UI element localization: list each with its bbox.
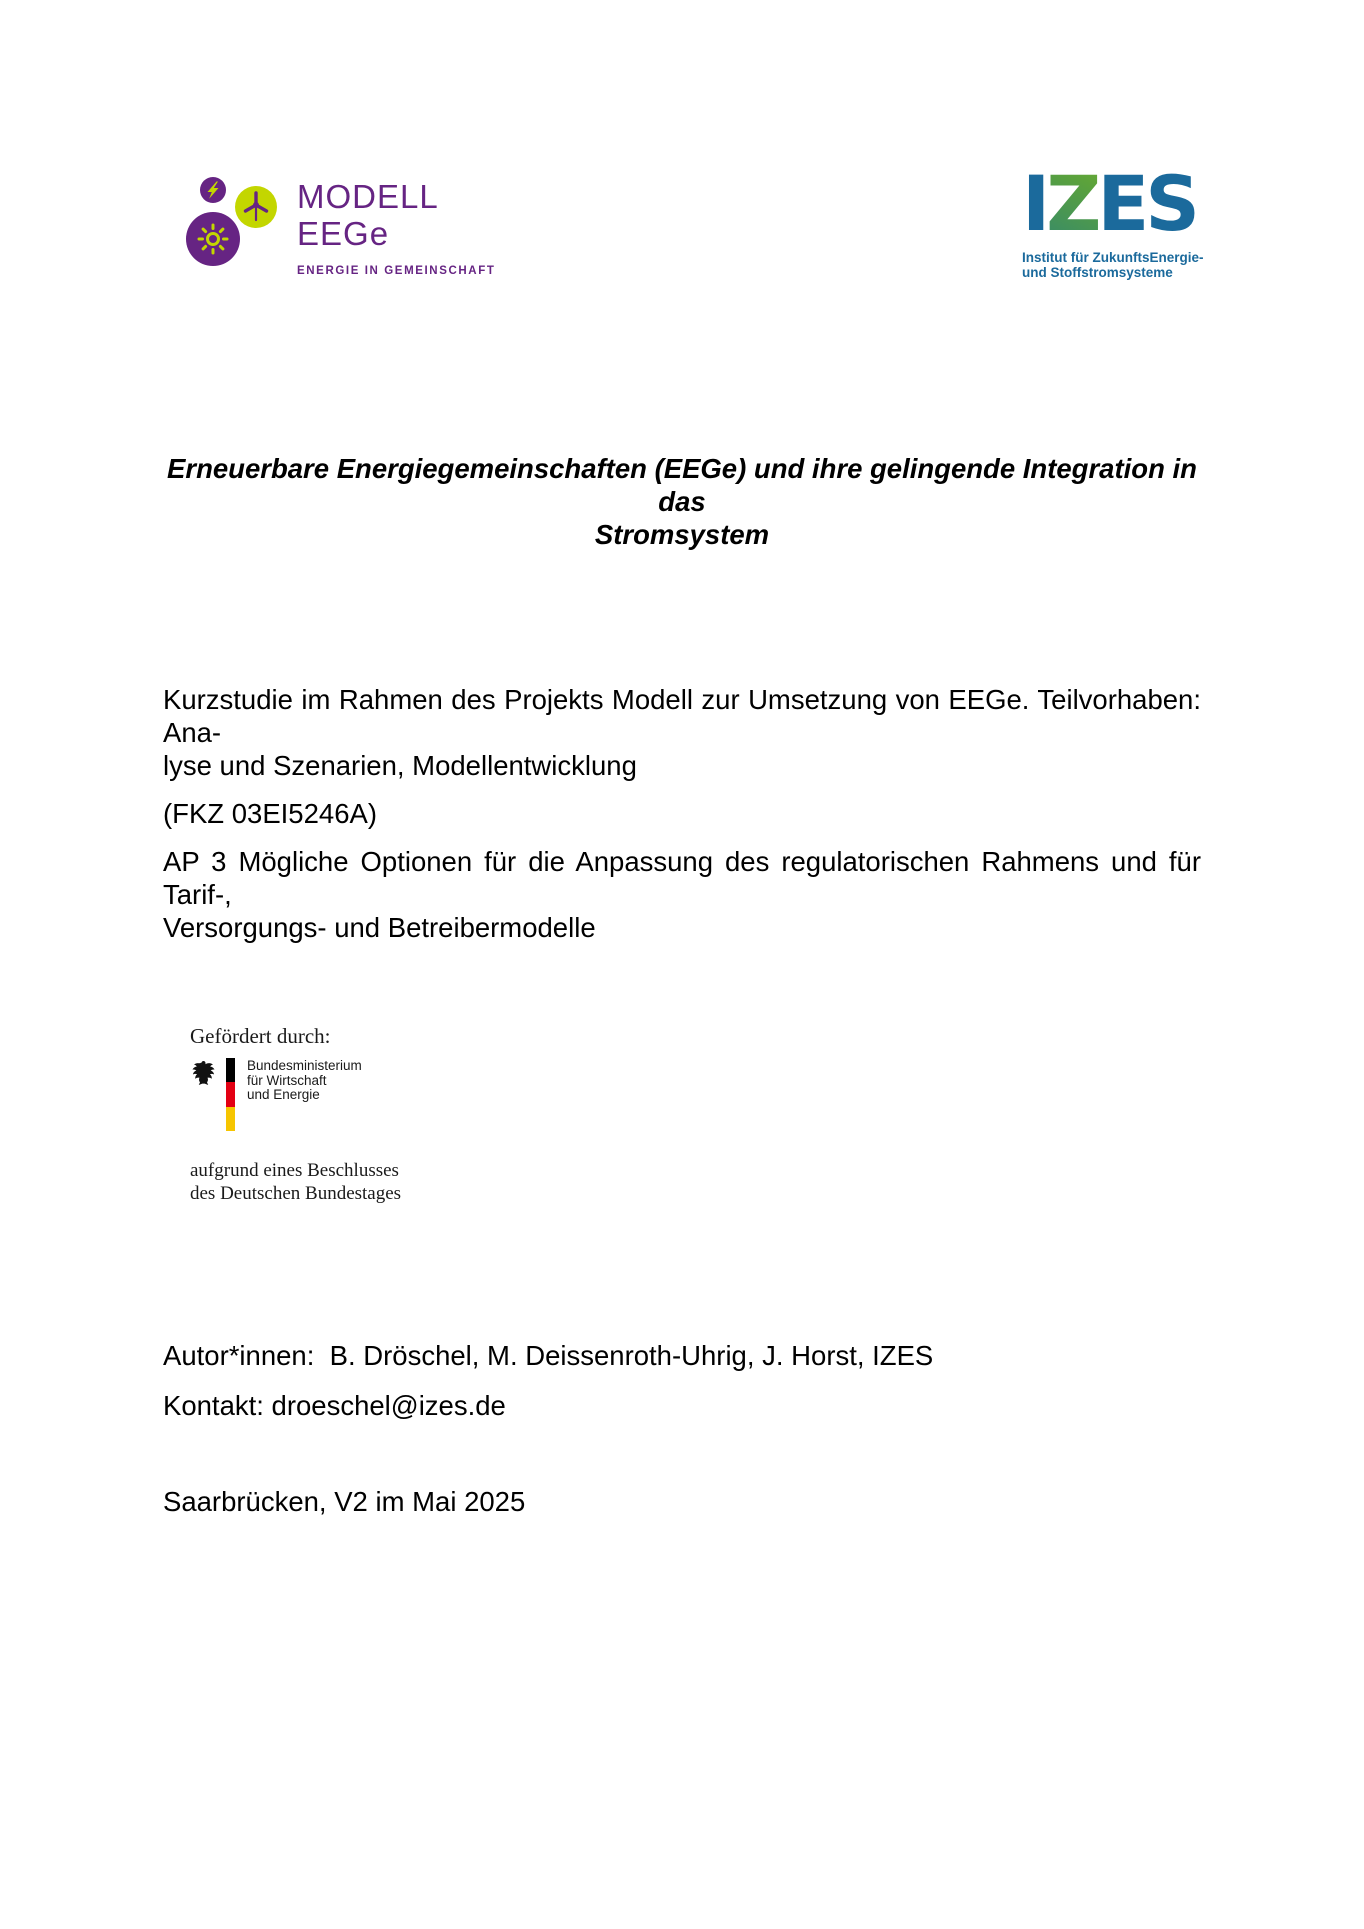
paragraph-line: AP 3 Mögliche Optionen für die Anpassung des regulatorischen Rahmens und für Tarif-,: [163, 846, 1201, 910]
document-title: [163, 452, 1201, 551]
authors-line: Autor*innen: B. Dröschel, M. Deissenroth-Uhrig, J. Horst, IZES: [163, 1340, 934, 1371]
authors-block: [163, 1339, 933, 1422]
paragraph-fkz: [163, 797, 1201, 830]
eege-logo-tagline: ENERGIE IN GEMEINSCHAFT: [297, 265, 496, 277]
flag-gold-segment: [226, 1107, 235, 1131]
funding-block: [190, 1025, 401, 1205]
ministry-line-2: für Wirtschaft: [247, 1072, 327, 1088]
eege-logo-wordmark: [297, 176, 495, 277]
eege-logo-icon: [186, 176, 278, 268]
izes-subtext-line1: Institut für ZukunftsEnergie-: [1022, 250, 1204, 265]
paragraph-line: Kurzstudie im Rahmen des Projekts Modell zur Umsetzung von EEGe. Teilvorhaben: Ana-: [163, 684, 1201, 748]
flag-black-segment: [226, 1058, 235, 1082]
ministry-line-1: Bundesministerium: [247, 1058, 362, 1073]
izes-logo: [1022, 160, 1234, 280]
title-line-1: Erneuerbare Energiegemeinschaften (EEGe) und ihre gelingende Integration in das: [167, 453, 1197, 517]
ministry-line-3: und Energie: [247, 1087, 320, 1102]
funding-note: [190, 1159, 401, 1205]
izes-logo-wordmark: [1022, 160, 1234, 238]
izes-letter-z: Z: [1046, 160, 1098, 238]
izes-logo-subtext: [1022, 250, 1234, 280]
svg-text:IZES: [1022, 160, 1196, 238]
izes-letters-es: ES: [1097, 160, 1197, 238]
eege-logo-line2: EEGe: [297, 215, 390, 252]
ministry-name: [247, 1059, 362, 1103]
wind-turbine-icon: [235, 186, 277, 228]
modell-eege-logo: [186, 176, 495, 277]
flag-red-segment: [226, 1082, 235, 1106]
paragraph-study-description: [163, 683, 1201, 782]
german-flag-stripe: [226, 1058, 235, 1131]
funding-note-line-2: des Deutschen Bundestages: [190, 1183, 402, 1204]
paragraph-line: lyse und Szenarien, Modellentwicklung: [163, 750, 637, 781]
title-line-2: Stromsystem: [594, 519, 770, 550]
funding-note-line-1: aufgrund eines Beschlusses: [190, 1160, 399, 1181]
funding-label: Gefördert durch:: [190, 1024, 331, 1048]
bmwi-logo: [190, 1058, 401, 1131]
lightning-icon: [200, 177, 226, 203]
eege-logo-line1: MODELL: [297, 178, 439, 215]
place-date-line: Saarbrücken, V2 im Mai 2025: [163, 1486, 526, 1517]
body-text: [163, 683, 1201, 959]
paragraph-ap3: [163, 845, 1201, 944]
izes-subtext-line2: und Stoffstromsysteme: [1022, 265, 1173, 280]
paragraph-line: (FKZ 03EI5246A): [163, 798, 377, 829]
federal-eagle-icon: [190, 1060, 217, 1086]
izes-letter-i: I: [1022, 160, 1047, 238]
contact-line: Kontakt: droeschel@izes.de: [163, 1390, 506, 1421]
paragraph-line: Versorgungs- und Betreibermodelle: [163, 912, 596, 943]
sun-icon: [186, 212, 240, 266]
